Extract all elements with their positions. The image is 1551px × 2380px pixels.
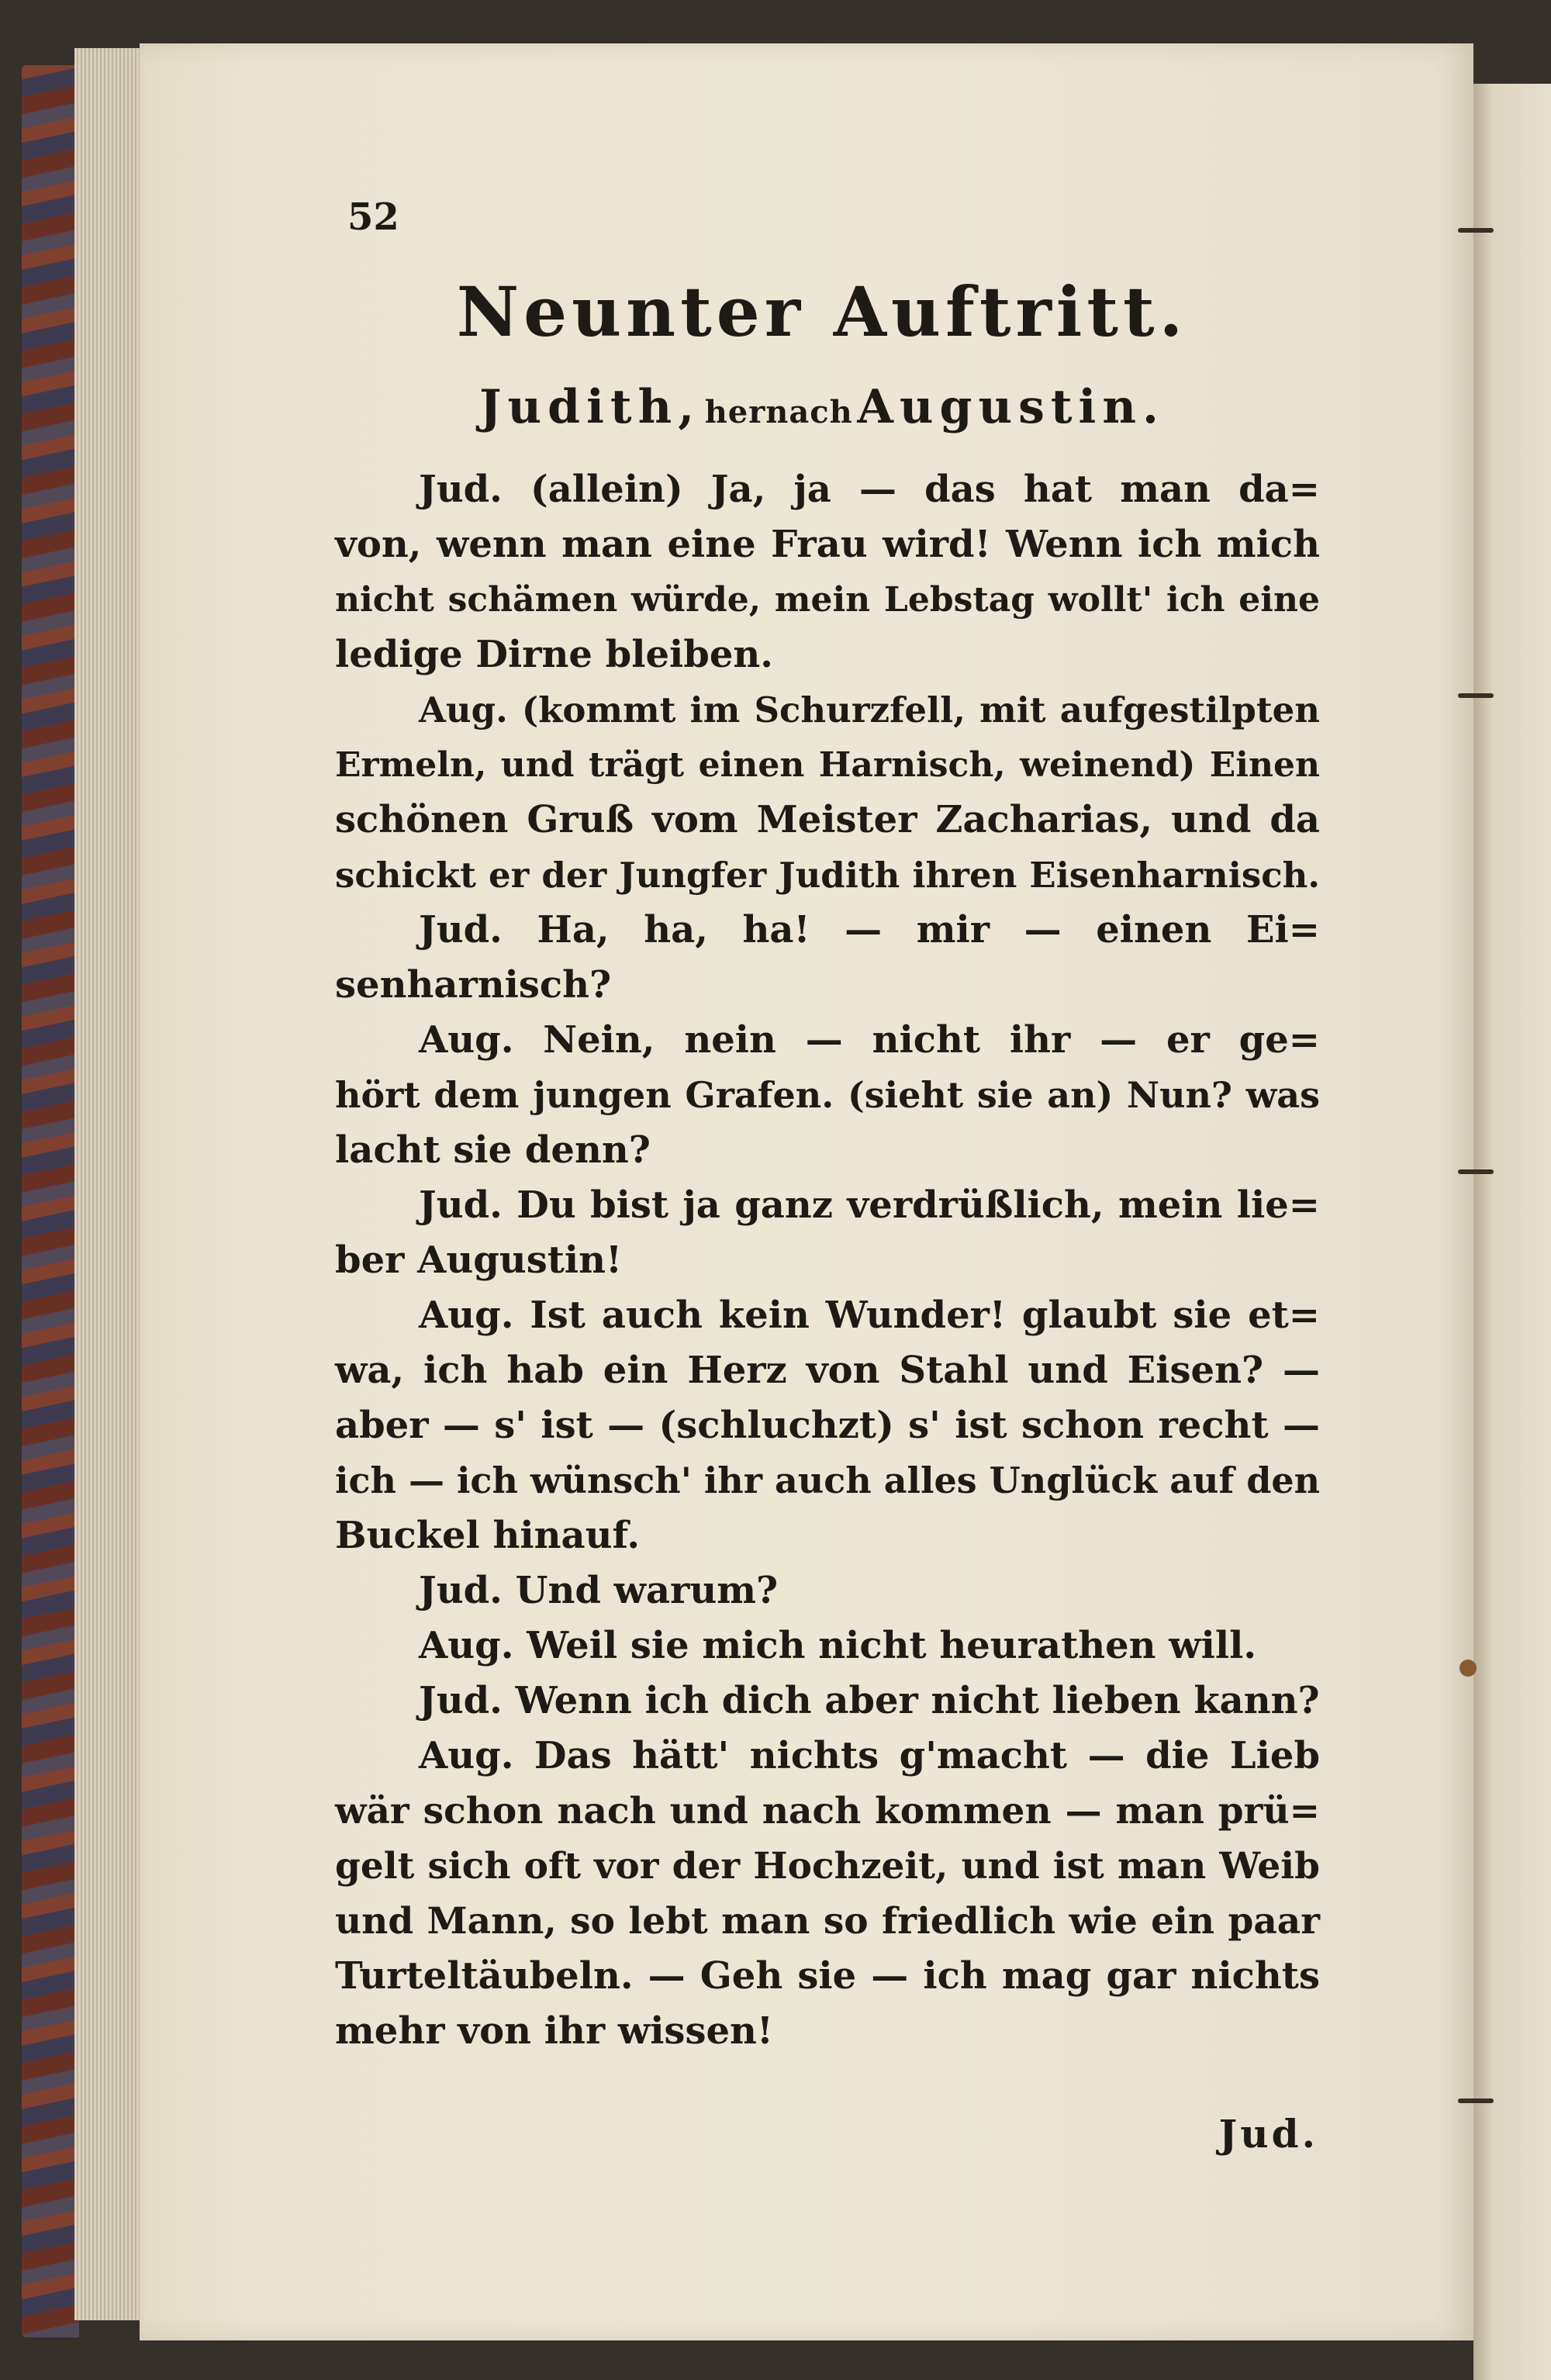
binding-hole xyxy=(1459,1660,1477,1677)
text-line: Turteltäubeln. — Geh sie — ich mag gar nichts xyxy=(335,1954,1320,1998)
text-line: schickt er der Jungfer Judith ihren Eisenharnisch. xyxy=(335,855,1320,896)
text-line: wär schon nach und nach kommen — man prü= xyxy=(335,1790,1320,1832)
text-line: aber — s' ist — (schluchzt) s' ist schon recht — xyxy=(335,1404,1320,1447)
text-line: Ermeln, und trägt einen Harnisch, weinend) Einen xyxy=(335,745,1320,785)
catchword: Jud. xyxy=(1218,2111,1318,2157)
character-connector: hernach xyxy=(704,394,853,430)
text-line: ledige Dirne bleiben. xyxy=(335,633,773,676)
facing-page xyxy=(1473,84,1551,2380)
text-line: Aug. Das hätt' nichts g'macht — die Lieb xyxy=(419,1734,1320,1777)
text-line: Aug. Ist auch kein Wunder! glaubt sie et= xyxy=(419,1294,1320,1337)
character-list xyxy=(310,380,1334,434)
text-line: gelt sich oft vor der Hochzeit, und ist man Weib xyxy=(335,1845,1320,1888)
text-line: senharnisch? xyxy=(335,963,612,1007)
text-line: ber Augustin! xyxy=(335,1238,623,1282)
text-line: Buckel hinauf. xyxy=(335,1514,641,1557)
text-line: mehr von ihr wissen! xyxy=(335,2009,773,2053)
scene-title: Neunter Auftritt. xyxy=(456,271,1188,352)
character-judith: Judith, xyxy=(479,380,701,434)
binding-stitch xyxy=(1458,2098,1494,2103)
text-line: ich — ich wünsch' ihr auch alles Unglück auf den xyxy=(335,1459,1321,1501)
text-line: lacht sie denn? xyxy=(335,1128,651,1172)
text-line: Jud. Ha, ha, ha! — mir — einen Ei= xyxy=(419,908,1320,952)
binding-stitch xyxy=(1458,693,1494,698)
binding-stitch xyxy=(1458,1169,1494,1174)
text-line: und Mann, so lebt man so friedlich wie ein paar xyxy=(335,1900,1320,1943)
text-line: Aug. Nein, nein — nicht ihr — er ge= xyxy=(419,1018,1320,1062)
binding-stitch xyxy=(1458,228,1494,233)
marbled-cover-edge xyxy=(22,65,79,2337)
text-line: nicht schämen würde, mein Lebstag wollt' ich eine xyxy=(335,580,1320,620)
text-line: Aug. Weil sie mich nicht heurathen will. xyxy=(419,1624,1257,1667)
dialogue-text xyxy=(335,462,1320,2059)
text-line: wa, ich hab ein Herz von Stahl und Eisen? — xyxy=(335,1349,1320,1392)
character-augustin: Augustin. xyxy=(857,380,1165,434)
text-line: Jud. Wenn ich dich aber nicht lieben kann? xyxy=(419,1679,1320,1722)
text-line: hört dem jungen Grafen. (sieht sie an) Nun? was xyxy=(335,1074,1320,1116)
text-line: Jud. (allein) Ja, ja — das hat man da= xyxy=(419,468,1320,511)
text-line: Aug. (kommt im Schurzfell, mit aufgestilpten xyxy=(419,689,1320,731)
text-line: Jud. Und warum? xyxy=(419,1569,779,1612)
text-line: Jud. Du bist ja ganz verdrüßlich, mein lie= xyxy=(419,1183,1320,1227)
text-line: von, wenn man eine Frau wird! Wenn ich mich xyxy=(335,523,1320,566)
text-line: schönen Gruß vom Meister Zacharias, und da xyxy=(335,798,1320,841)
page-number: 52 xyxy=(347,195,399,239)
